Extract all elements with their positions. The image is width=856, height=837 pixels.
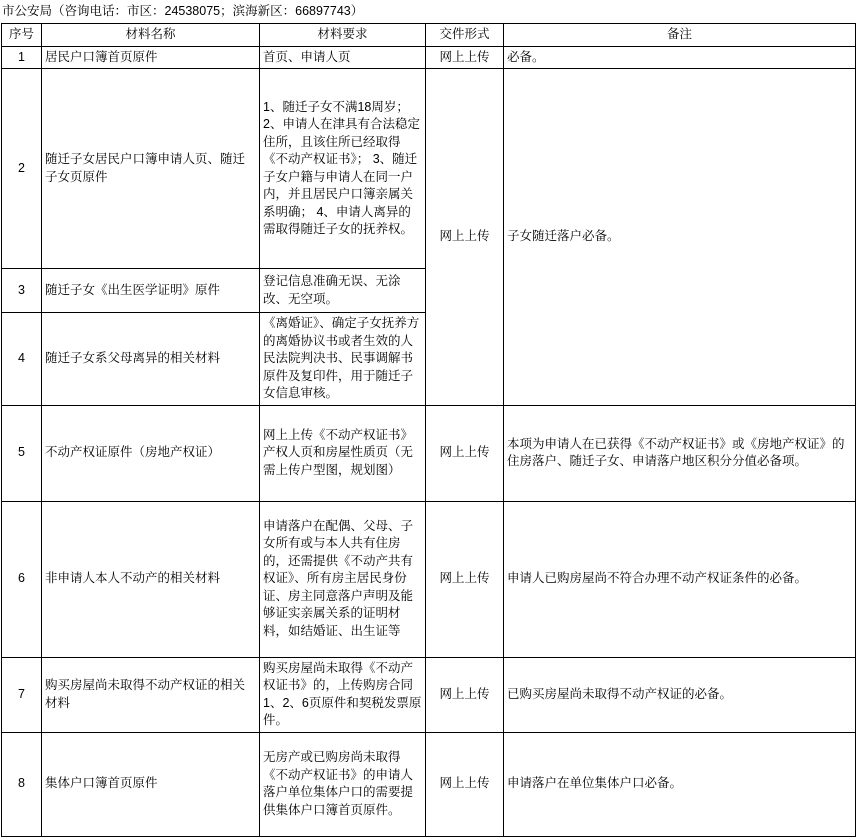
table-row bbox=[2, 501, 856, 657]
row-remark: 子女随迁落户必备。 bbox=[504, 69, 856, 406]
row-material-requirement: 申请落户在配偶、父母、子女所有或与本人共有住房的，还需提供《不动产共有权证》、所有房主居民身份证、房主同意落户声明及能够证实亲属关系的证明材料，如结婚证、出生证等 bbox=[260, 501, 426, 657]
row-material-name: 非申请人本人不动产的相关材料 bbox=[42, 501, 260, 657]
row-material-name: 随迁子女《出生医学证明》原件 bbox=[42, 269, 260, 313]
table-header-row bbox=[2, 24, 856, 47]
table-row bbox=[2, 69, 856, 269]
row-material-name: 居民户口簿首页原件 bbox=[42, 46, 260, 69]
row-remark: 必备。 bbox=[504, 46, 856, 69]
row-material-requirement: 购买房屋尚未取得《不动产权证书》的，上传购房合同1、2、6页原件和契税发票原件。 bbox=[260, 657, 426, 732]
row-submission-form: 网上上传 bbox=[426, 732, 504, 836]
column-header-requirement: 材料要求 bbox=[260, 24, 426, 47]
row-index: 4 bbox=[2, 313, 42, 406]
row-material-requirement: 1、随迁子女不满18周岁； 2、申请人在津具有合法稳定住所，且该住所已经取得《不动产权证书》； 3、随迁子女户籍与申请人在同一户内，并且居民户口簿亲属关系明确； 4、申请人离异的需取得随迁子女的抚养权。 bbox=[260, 69, 426, 269]
row-index: 7 bbox=[2, 657, 42, 732]
table-row bbox=[2, 657, 856, 732]
row-remark: 已购买房屋尚未取得不动产权证的必备。 bbox=[504, 657, 856, 732]
row-submission-form: 网上上传 bbox=[426, 501, 504, 657]
row-submission-form: 网上上传 bbox=[426, 405, 504, 501]
row-material-requirement: 登记信息准确无误、无涂改、无空项。 bbox=[260, 269, 426, 313]
row-material-name: 集体户口簿首页原件 bbox=[42, 732, 260, 836]
column-header-form: 交件形式 bbox=[426, 24, 504, 47]
row-remark: 申请落户在单位集体户口必备。 bbox=[504, 732, 856, 836]
materials-table bbox=[1, 23, 856, 837]
row-material-requirement: 无房产或已购房尚未取得《不动产权证书》的申请人落户单位集体户口的需要提供集体户口簿首页原件。 bbox=[260, 732, 426, 836]
row-submission-form: 网上上传 bbox=[426, 46, 504, 69]
row-index: 6 bbox=[2, 501, 42, 657]
row-index: 1 bbox=[2, 46, 42, 69]
row-remark: 本项为申请人在已获得《不动产权证书》或《房地产权证》的住房落户、随迁子女、申请落户地区积分分值必备项。 bbox=[504, 405, 856, 501]
table-row bbox=[2, 405, 856, 501]
column-header-remark: 备注 bbox=[504, 24, 856, 47]
row-material-requirement: 网上上传《不动产权证书》产权人页和房屋性质页（无需上传户型图，规划图） bbox=[260, 405, 426, 501]
row-index: 8 bbox=[2, 732, 42, 836]
table-row bbox=[2, 46, 856, 69]
document-header: 市公安局（咨询电话：市区：24538075；滨海新区：66897743） bbox=[2, 4, 364, 18]
row-submission-form: 网上上传 bbox=[426, 69, 504, 406]
row-material-name: 随迁子女居民户口簿申请人页、随迁子女页原件 bbox=[42, 69, 260, 269]
row-index: 3 bbox=[2, 269, 42, 313]
column-header-name: 材料名称 bbox=[42, 24, 260, 47]
row-material-name: 购买房屋尚未取得不动产权证的相关材料 bbox=[42, 657, 260, 732]
row-material-requirement: 《离婚证》、确定子女抚养方的离婚协议书或者生效的人民法院判决书、民事调解书原件及复印件，用于随迁子女信息审核。 bbox=[260, 313, 426, 406]
column-header-index: 序号 bbox=[2, 24, 42, 47]
row-index: 5 bbox=[2, 405, 42, 501]
row-index: 2 bbox=[2, 69, 42, 269]
row-submission-form: 网上上传 bbox=[426, 657, 504, 732]
table-row bbox=[2, 732, 856, 836]
row-material-name: 随迁子女系父母离异的相关材料 bbox=[42, 313, 260, 406]
row-material-requirement: 首页、申请人页 bbox=[260, 46, 426, 69]
row-remark: 申请人已购房屋尚不符合办理不动产权证条件的必备。 bbox=[504, 501, 856, 657]
row-material-name: 不动产权证原件（房地产权证） bbox=[42, 405, 260, 501]
